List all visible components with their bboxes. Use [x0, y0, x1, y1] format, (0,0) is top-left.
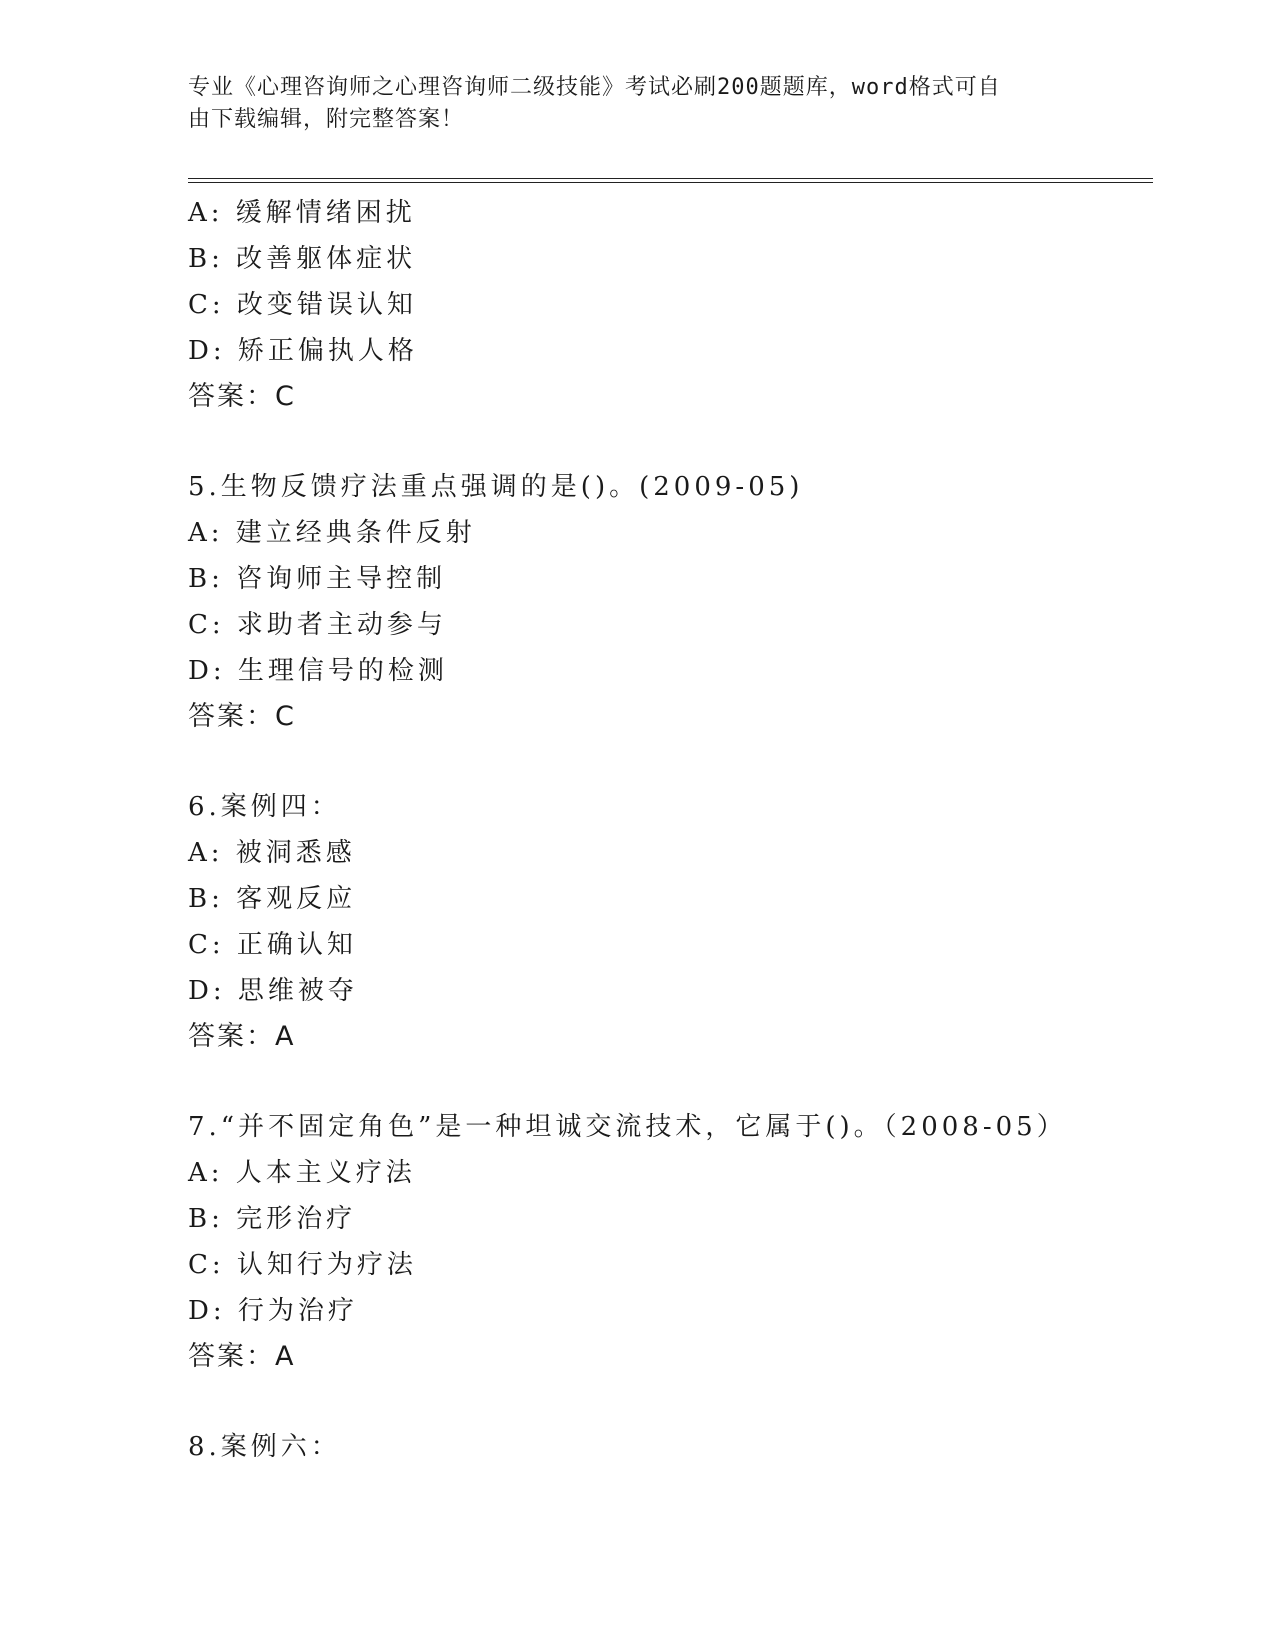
option-c: C: 认知行为疗法: [188, 1250, 417, 1280]
header-line-1: 专业《心理咨询师之心理咨询师二级技能》考试必刷200题题库，word格式可自: [188, 75, 1001, 100]
option-a: A: 缓解情绪困扰: [188, 198, 416, 228]
question-spacer: [188, 740, 1148, 784]
option-a: A: 人本主义疗法: [188, 1158, 416, 1188]
question-stem: 6.案例四：: [188, 792, 341, 822]
option-a: A: 建立经典条件反射: [188, 518, 476, 548]
answer-line: 答案：A: [188, 1341, 296, 1372]
question-stem: 7.“并不固定角色”是一种坦诚交流技术，它属于()。（2008-05）: [188, 1112, 1067, 1142]
option-d: D: 生理信号的检测: [188, 656, 448, 686]
option-b: B: 改善躯体症状: [188, 244, 417, 274]
option-c: C: 改变错误认知: [188, 290, 417, 320]
question-stem: 5.生物反馈疗法重点强调的是()。(2009-05): [188, 472, 804, 502]
question-stem: 8.案例六：: [188, 1432, 341, 1462]
option-b: B: 完形治疗: [188, 1204, 357, 1234]
question-spacer: [188, 1060, 1148, 1104]
option-c: C: 正确认知: [188, 930, 357, 960]
option-b: B: 客观反应: [188, 884, 357, 914]
answer-line: 答案：C: [188, 701, 296, 732]
answer-line: 答案：C: [188, 381, 296, 412]
option-d: D: 行为治疗: [188, 1296, 358, 1326]
answer-line: 答案：A: [188, 1021, 296, 1052]
question-block-7: [188, 1104, 1148, 1380]
header-line-2: 由下载编辑，附完整答案！: [188, 107, 465, 132]
header-double-rule: [188, 178, 1153, 183]
question-block-8: [188, 1424, 1148, 1470]
question-spacer: [188, 420, 1148, 464]
option-d: D: 矫正偏执人格: [188, 336, 418, 366]
option-b: B: 咨询师主导控制: [188, 564, 447, 594]
question-block-5: [188, 464, 1148, 740]
question-block-6: [188, 784, 1148, 1060]
option-c: C: 求助者主动参与: [188, 610, 447, 640]
option-d: D: 思维被夺: [188, 976, 358, 1006]
document-header: [188, 72, 1088, 136]
question-block-4: [188, 190, 1148, 420]
question-list: [188, 190, 1148, 1470]
question-spacer: [188, 1380, 1148, 1424]
option-a: A: 被洞悉感: [188, 838, 356, 868]
